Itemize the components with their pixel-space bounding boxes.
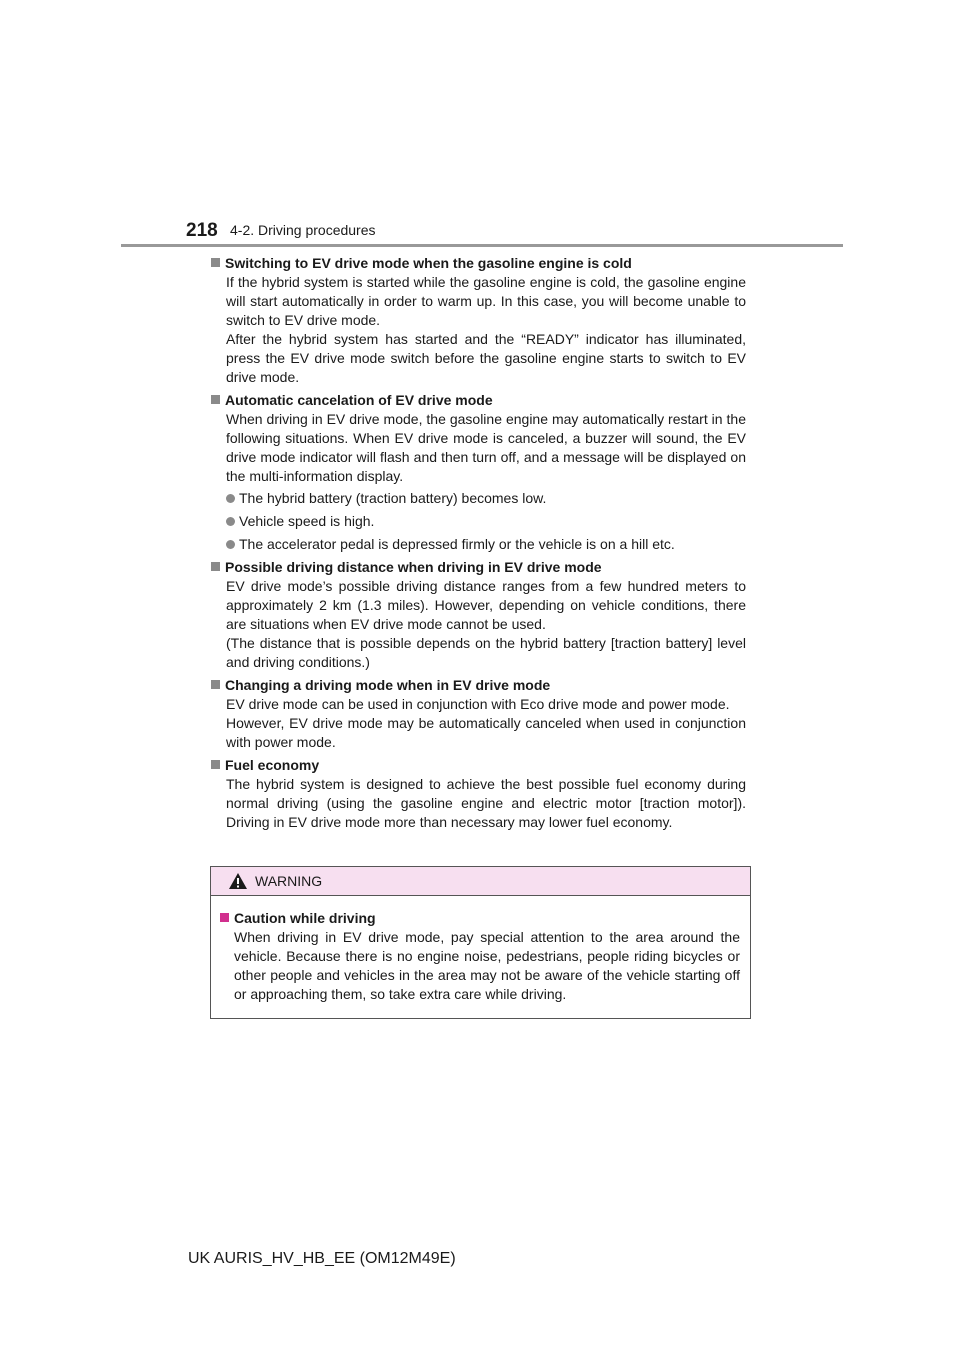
section-heading-text: Switching to EV drive mode when the gasoline engine is cold	[225, 255, 632, 271]
section-fuel-economy	[211, 756, 746, 832]
header-divider	[121, 244, 843, 247]
warning-header	[211, 867, 750, 896]
body-paragraph: When driving in EV drive mode, the gasoline engine may automatically restart in the following situations. When EV drive mode is canceled, a buzzer will sound, the EV drive mode indicator will flash and then turn off, and a message will be displayed on the multi-information display.	[226, 411, 746, 484]
condition-list	[226, 489, 746, 554]
section-heading-text: Possible driving distance when driving in EV drive mode	[225, 559, 602, 575]
body-paragraph: EV drive mode’s possible driving distance ranges from a few hundred meters to approximately 2 km (1.3 miles). However, depending on vehicle conditions, there are situations when EV drive mode cannot be used.	[226, 578, 746, 632]
body-paragraph: The hybrid system is designed to achieve the best possible fuel economy during normal driving (using the gasoline engine and electric motor [traction motor]). Driving in EV drive mode more than necessary may lower fuel economy.	[226, 776, 746, 830]
section-ev-cold-engine	[211, 254, 746, 387]
section-changing-mode	[211, 676, 746, 752]
square-bullet-icon	[211, 760, 220, 769]
warning-heading	[220, 909, 741, 928]
section-heading	[211, 676, 746, 695]
section-heading-text: Changing a driving mode when in EV drive mode	[225, 677, 551, 693]
square-bullet-icon	[211, 680, 220, 689]
circle-bullet-icon	[226, 517, 235, 526]
body-paragraph: After the hybrid system has started and the “READY” indicator has illuminated, press the EV drive mode switch before the gasoline engine starts to switch to EV drive mode.	[226, 331, 746, 385]
section-heading	[211, 756, 746, 775]
warning-icon	[228, 872, 248, 890]
page-number: 218	[186, 220, 218, 241]
body-paragraph: However, EV drive mode may be automatically canceled when used in conjunction with power mode.	[226, 715, 746, 750]
section-title: 4-2. Driving procedures	[230, 222, 376, 238]
circle-bullet-icon	[226, 494, 235, 503]
section-auto-cancel	[211, 391, 746, 554]
main-content	[211, 254, 746, 836]
body-paragraph: (The distance that is possible depends on the hybrid battery [traction battery] level and driving conditions.)	[226, 635, 746, 670]
square-bullet-icon	[211, 395, 220, 404]
square-bullet-icon	[220, 913, 229, 922]
body-paragraph: EV drive mode can be used in conjunction with Eco drive mode and power mode.	[226, 696, 730, 712]
warning-body	[211, 896, 750, 1004]
section-driving-distance	[211, 558, 746, 672]
list-item	[226, 489, 746, 508]
list-item-text: Vehicle speed is high.	[239, 513, 375, 529]
list-item-text: The accelerator pedal is depressed firmly or the vehicle is on a hill etc.	[239, 536, 675, 552]
warning-title: WARNING	[255, 873, 323, 889]
circle-bullet-icon	[226, 540, 235, 549]
section-heading	[211, 254, 746, 273]
list-item	[226, 535, 746, 554]
document-code: UK AURIS_HV_HB_EE (OM12M49E)	[188, 1250, 456, 1267]
body-paragraph: If the hybrid system is started while the gasoline engine is cold, the gasoline engine will start automatically in order to warm up. In this case, you will become unable to switch to EV drive mode.	[226, 274, 746, 328]
section-heading-text: Automatic cancelation of EV drive mode	[225, 392, 493, 408]
warning-heading-text: Caution while driving	[234, 910, 376, 926]
list-item-text: The hybrid battery (traction battery) becomes low.	[239, 490, 547, 506]
warning-box	[210, 866, 751, 1019]
warning-text: When driving in EV drive mode, pay special attention to the area around the vehicle. Because there is no engine noise, pedestrians, people riding bicycles or other people and vehicles in the area may not be aware of the vehicle starting off or approaching them, so take extra care while driving.	[234, 929, 740, 1002]
section-heading	[211, 558, 746, 577]
list-item	[226, 512, 746, 531]
section-heading	[211, 391, 746, 410]
section-heading-text: Fuel economy	[225, 757, 320, 773]
square-bullet-icon	[211, 562, 220, 571]
square-bullet-icon	[211, 258, 220, 267]
